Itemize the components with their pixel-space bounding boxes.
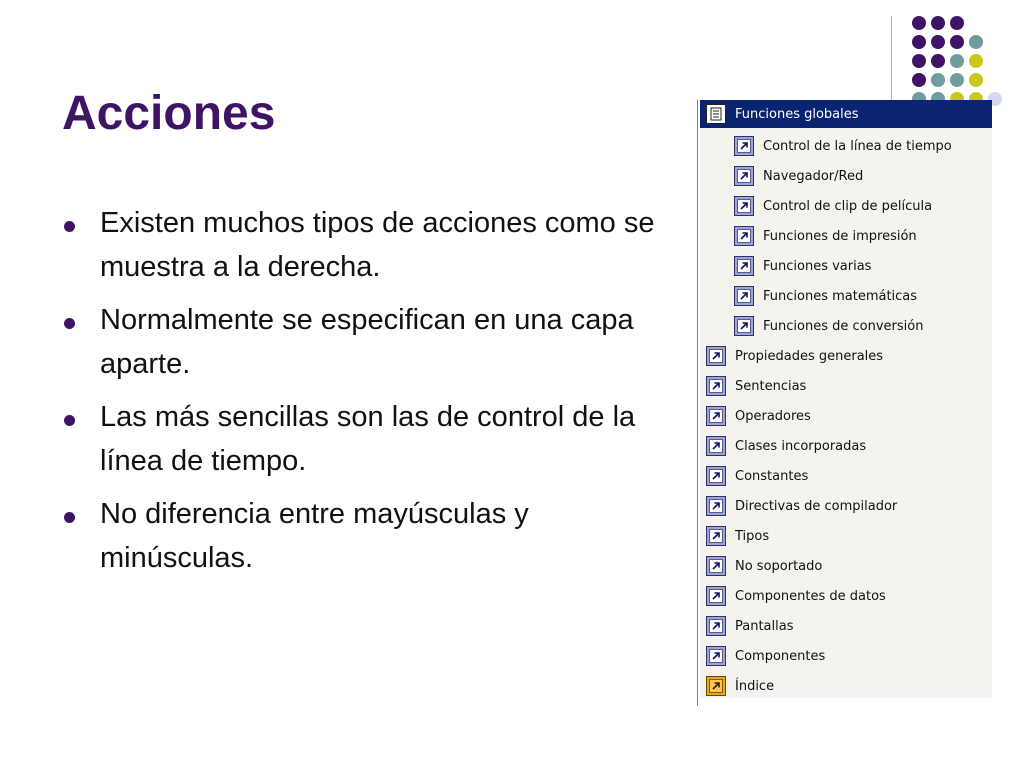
tree-item-label: No soportado xyxy=(735,558,823,574)
tree-item-tipos[interactable] xyxy=(700,521,992,551)
arrow-icon xyxy=(734,316,754,336)
bullet-item xyxy=(62,299,662,386)
book-icon xyxy=(706,104,726,124)
tree-item-directivas-compilador[interactable] xyxy=(700,491,992,521)
tree-item-componentes-datos[interactable] xyxy=(700,581,992,611)
decorative-dot xyxy=(912,35,926,49)
tree-item-funciones-varias[interactable] xyxy=(700,251,992,281)
tree-item-label: Control de la línea de tiempo xyxy=(763,138,952,154)
decorative-dot xyxy=(950,35,964,49)
decorative-dot xyxy=(969,35,983,49)
decorative-dot xyxy=(931,16,945,30)
bullet-list xyxy=(62,202,662,590)
decorative-dot xyxy=(950,16,964,30)
tree-item-funciones-conversion[interactable] xyxy=(700,311,992,341)
tree-item-label: Pantallas xyxy=(735,618,794,634)
tree-item-propiedades-generales[interactable] xyxy=(700,341,992,371)
tree-item-label: Navegador/Red xyxy=(763,168,864,184)
tree-item-funciones-matematicas[interactable] xyxy=(700,281,992,311)
tree-item-pantallas[interactable] xyxy=(700,611,992,641)
bullet-text: Normalmente se especifican en una capa aparte. xyxy=(100,304,634,380)
tree-item-label: Funciones de impresión xyxy=(763,228,917,244)
arrow-icon xyxy=(734,166,754,186)
tree-item-componentes[interactable] xyxy=(700,641,992,671)
arrow-icon xyxy=(706,616,726,636)
index-arrow-icon xyxy=(706,676,726,696)
bullet-text: No diferencia entre mayúsculas y minúsculas. xyxy=(100,498,529,574)
arrow-icon xyxy=(706,466,726,486)
arrow-icon xyxy=(706,436,726,456)
arrow-icon xyxy=(706,556,726,576)
decorative-dot xyxy=(931,54,945,68)
decorative-dot xyxy=(950,54,964,68)
tree-item-label: Funciones varias xyxy=(763,258,872,274)
tree-item-label: Propiedades generales xyxy=(735,348,884,364)
arrow-icon xyxy=(734,196,754,216)
decorative-dot xyxy=(969,54,983,68)
tree-item-label: Componentes xyxy=(735,648,826,664)
slide-title: Acciones xyxy=(62,87,276,140)
tree-item-label: Componentes de datos xyxy=(735,588,886,604)
actions-tree-panel xyxy=(700,100,992,698)
decorative-dot xyxy=(969,73,983,87)
tree-item-clases-incorporadas[interactable] xyxy=(700,431,992,461)
arrow-icon xyxy=(734,286,754,306)
decorative-dot xyxy=(912,73,926,87)
tree-folder-funciones-globales[interactable] xyxy=(700,100,992,128)
bullet-item xyxy=(62,396,662,483)
panel-border xyxy=(697,100,698,706)
bullet-text: Existen muchos tipos de acciones como se muestra a la derecha. xyxy=(100,207,655,283)
bullet-marker-icon xyxy=(64,512,75,523)
tree-item-no-soportado[interactable] xyxy=(700,551,992,581)
tree-item-label: Sentencias xyxy=(735,378,807,394)
tree-item-constantes[interactable] xyxy=(700,461,992,491)
bullet-marker-icon xyxy=(64,221,75,232)
bullet-text: Las más sencillas son las de control de la línea de tiempo. xyxy=(100,401,636,477)
arrow-icon xyxy=(706,346,726,366)
decorative-dot xyxy=(931,35,945,49)
tree-item-label: Tipos xyxy=(735,528,770,544)
arrow-icon xyxy=(706,376,726,396)
tree-item-label: Constantes xyxy=(735,468,809,484)
tree-item-label: Operadores xyxy=(735,408,811,424)
tree-item-indice[interactable] xyxy=(700,671,992,701)
tree-item-funciones-impresion[interactable] xyxy=(700,221,992,251)
tree-item-control-linea-tiempo[interactable] xyxy=(700,131,992,161)
decorative-dot xyxy=(931,73,945,87)
bullet-item xyxy=(62,493,662,580)
arrow-icon xyxy=(706,406,726,426)
decorative-dot xyxy=(912,16,926,30)
arrow-icon xyxy=(706,526,726,546)
tree-item-label: Clases incorporadas xyxy=(735,438,867,454)
arrow-icon xyxy=(706,586,726,606)
tree-item-label: Directivas de compilador xyxy=(735,498,898,514)
tree-item-operadores[interactable] xyxy=(700,401,992,431)
decorative-dot xyxy=(950,73,964,87)
decorative-divider xyxy=(891,16,892,102)
bullet-marker-icon xyxy=(64,415,75,426)
tree-item-control-clip[interactable] xyxy=(700,191,992,221)
tree-item-sentencias[interactable] xyxy=(700,371,992,401)
arrow-icon xyxy=(734,136,754,156)
arrow-icon xyxy=(706,496,726,516)
arrow-icon xyxy=(734,256,754,276)
bullet-item xyxy=(62,202,662,289)
tree-item-label: Control de clip de película xyxy=(763,198,933,214)
arrow-icon xyxy=(706,646,726,666)
tree-item-label: Índice xyxy=(735,678,775,694)
tree-item-label: Funciones de conversión xyxy=(763,318,924,334)
tree-item-label: Funciones matemáticas xyxy=(763,288,918,304)
decorative-dot xyxy=(912,54,926,68)
bullet-marker-icon xyxy=(64,318,75,329)
tree-item-navegador-red[interactable] xyxy=(700,161,992,191)
arrow-icon xyxy=(734,226,754,246)
tree-item-label: Funciones globales xyxy=(735,106,859,122)
